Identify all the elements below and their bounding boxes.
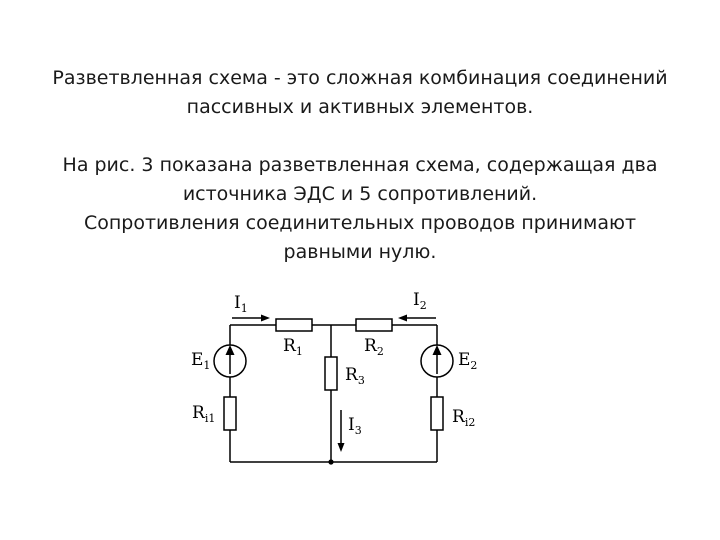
resistor-r2 (356, 319, 392, 331)
paragraph-2-line-2: источника ЭДС и 5 сопротивлений. (182, 183, 538, 205)
label-r2: $R_2$ (364, 336, 384, 358)
paragraph-2-line-3: Сопротивления соединительных проводов принимают (83, 212, 637, 234)
label-e2: $E_2$ (458, 350, 478, 372)
label-ri2: $R_{i2}$ (452, 407, 476, 429)
label-r1: $R_1$ (283, 336, 303, 358)
resistor-ri1 (224, 397, 236, 430)
label-ri1: $R_{i1}$ (192, 403, 216, 425)
paragraph-1-line-2: пассивных и активных элементов. (186, 96, 534, 118)
label-r3: $R_3$ (345, 365, 365, 387)
resistor-r3 (325, 357, 337, 390)
resistor-r1 (276, 319, 312, 331)
arrow-i1-head (261, 315, 270, 322)
arrow-i3-head (338, 443, 345, 452)
junction-bottom (328, 459, 333, 464)
arrow-i2-head (398, 315, 407, 322)
label-i1: $I_1$ (234, 293, 248, 315)
paragraph-1-line-1: Разветвленная схема - это сложная комбинация соединений (52, 67, 668, 89)
paragraph-2-line-4: равными нулю. (283, 241, 437, 263)
label-e1: $E_1$ (191, 350, 211, 372)
label-i2: $I_2$ (413, 290, 427, 312)
resistor-ri2 (431, 397, 443, 430)
paragraph-2-line-1: На рис. 3 показана разветвленная схема, содержащая два (62, 154, 658, 176)
label-i3: $I_3$ (348, 415, 362, 437)
